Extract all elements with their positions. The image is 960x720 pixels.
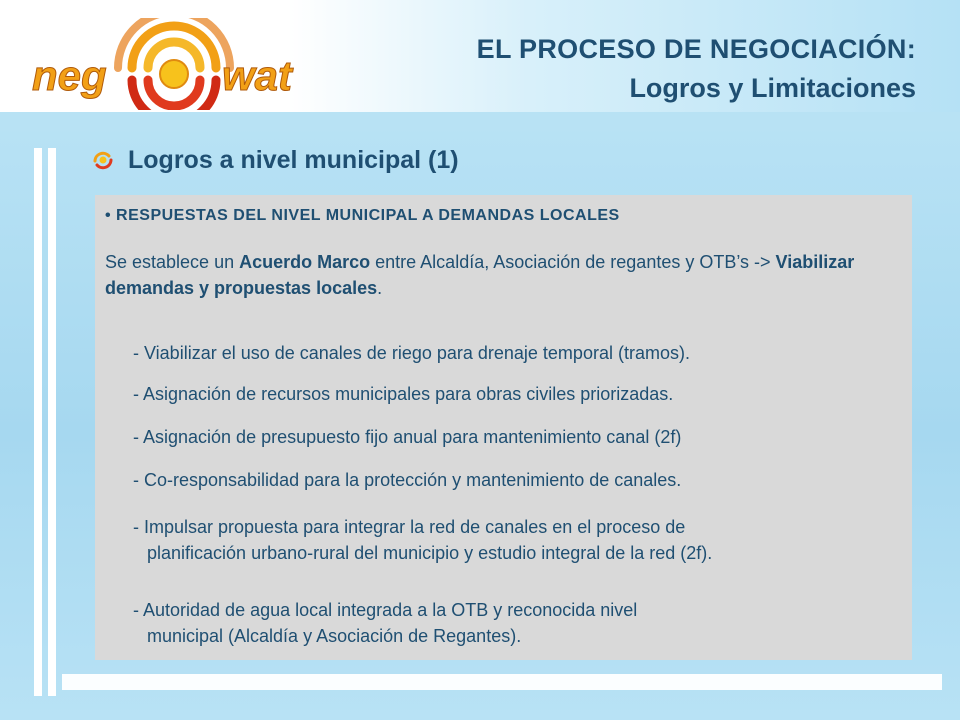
vertical-bar (34, 148, 42, 696)
list-item (133, 381, 673, 407)
list-item (133, 514, 712, 566)
section-header (90, 140, 459, 180)
ring-bullet-icon (90, 147, 116, 173)
item-line-continued: planificación urbano-rural del municipio y estudio integral de la red (2f). (147, 543, 713, 563)
content-heading: • RESPUESTAS DEL NIVEL MUNICIPAL A DEMANDAS LOCALES (105, 207, 620, 224)
svg-text:wat: wat (222, 52, 293, 99)
item-line: - Impulsar propuesta para integrar la red de canales en el proceso de (133, 517, 686, 537)
intro-text: Se establece un (105, 252, 240, 272)
title-block (477, 34, 916, 104)
item-line-continued: municipal (Alcaldía y Asociación de Regantes). (147, 626, 522, 646)
intro-bold: Viabilizar demandas y propuestas locales (105, 252, 855, 298)
list-item (133, 467, 681, 493)
bottom-bar (62, 674, 942, 690)
list-item (133, 424, 681, 450)
page-subtitle: Logros y Limitaciones (629, 73, 916, 103)
negowat-logo (30, 18, 330, 110)
svg-text:neg: neg (32, 52, 107, 99)
intro-text: entre Alcaldía, Asociación de regantes y OTB’s -> (370, 252, 776, 272)
list-item (133, 340, 690, 366)
item-line: - Viabilizar el uso de canales de riego para drenaje temporal (tramos). (133, 343, 690, 363)
item-line: - Autoridad de agua local integrada a la OTB y reconocida nivel (133, 600, 638, 620)
list-item (133, 597, 637, 649)
item-line: - Asignación de presupuesto fijo anual para mantenimiento canal (2f) (133, 427, 682, 447)
item-line: - Asignación de recursos municipales para obras civiles priorizadas. (133, 384, 674, 404)
intro-text: . (377, 278, 383, 298)
item-line: - Co-responsabilidad para la protección y mantenimiento de canales. (133, 470, 682, 490)
vertical-bar (48, 148, 56, 696)
section-title: Logros a nivel municipal (1) (128, 145, 459, 174)
content-box (95, 195, 912, 660)
intro-bold: Acuerdo Marco (239, 252, 371, 272)
intro-paragraph (105, 249, 905, 301)
decorative-bars (34, 148, 56, 696)
page-title: EL PROCESO DE NEGOCIACIÓN: (476, 34, 916, 64)
